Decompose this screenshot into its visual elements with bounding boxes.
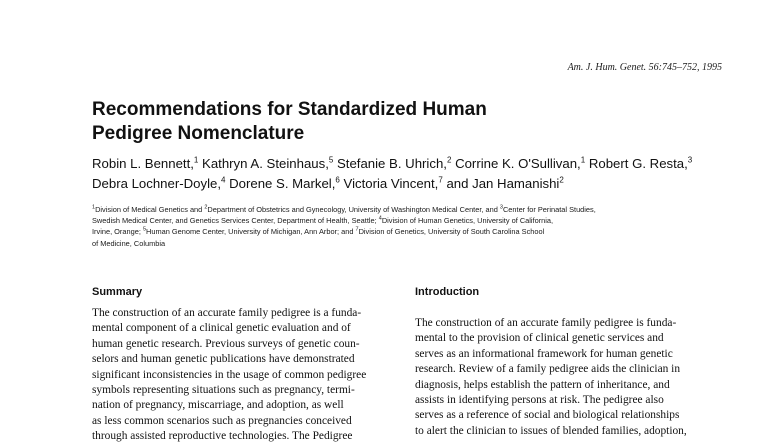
- title-line: Recommendations for Standardized Human: [92, 99, 487, 120]
- affiliation-text: Division of Genetics, University of South Carolina School: [358, 227, 545, 237]
- text-line: symbols representing situations such as pregnancy, termi-: [92, 384, 355, 397]
- title-line: Pedigree Nomenclature: [92, 123, 305, 144]
- affiliation-mark: 2: [204, 204, 208, 211]
- author-name: Robin L. Bennett,: [92, 156, 194, 171]
- affiliations: [92, 204, 732, 249]
- text-line: serves as an informational framework for human genetic: [415, 347, 673, 360]
- text-line: The construction of an accurate family pedigree is funda-: [415, 317, 677, 329]
- author-affiliation-mark: 6: [335, 175, 340, 185]
- text-line: to alert the clinician to issues of blended families, adoption,: [415, 424, 687, 437]
- text-line: through assisted reproductive technologies. The Pedigree: [92, 430, 353, 443]
- text-line: diagnosis, helps establish the pattern of inheritance, and: [415, 378, 670, 391]
- summary-text: [92, 306, 404, 445]
- affiliation-mark: 7: [355, 226, 359, 233]
- author-name: Victoria Vincent,: [339, 176, 439, 191]
- author-affiliation-mark: 7: [438, 175, 443, 185]
- introduction-text: [415, 316, 735, 439]
- author-line: [92, 154, 752, 174]
- affiliation-mark: 3: [499, 204, 503, 211]
- author-name: and Jan Hamanishi: [442, 176, 560, 191]
- author-affiliation-mark: 4: [221, 175, 226, 185]
- affiliation-text: Human Genome Center, University of Michigan, Ann Arbor; and: [146, 227, 356, 237]
- affiliation-line: [92, 204, 732, 215]
- affiliation-text: of Medicine, Columbia: [92, 238, 166, 248]
- author-name: Dorene S. Markel,: [225, 176, 336, 191]
- text-line: nation of pregnancy, miscarriage, and adoption, as well: [92, 399, 344, 412]
- author-affiliation-mark: 5: [328, 155, 334, 165]
- author-affiliation-mark: 2: [559, 175, 564, 185]
- author-list: [92, 154, 752, 194]
- text-line: mental component of a clinical genetic evaluation and of: [92, 322, 351, 335]
- affiliation-text: Center for Perinatal Studies,: [502, 205, 596, 214]
- affiliation-mark: 4: [378, 215, 382, 222]
- summary-heading: Summary: [92, 286, 143, 298]
- journal-citation: Am. J. Hum. Genet. 56:745–752, 1995: [567, 62, 722, 73]
- text-line: assists in identifying persons at risk. The pedigree also: [415, 394, 664, 407]
- affiliation-text: Division of Medical Genetics and: [95, 205, 205, 214]
- author-affiliation-mark: 1: [580, 155, 586, 165]
- author-name: Debra Lochner-Doyle,: [92, 176, 222, 191]
- affiliation-line: [92, 215, 732, 226]
- affiliation-text: Irvine, Orange;: [92, 227, 143, 237]
- author-affiliation-mark: 3: [687, 155, 693, 165]
- text-line: serves as a reference of social and biological relationships: [415, 409, 680, 422]
- affiliation-text: Division of Human Genetics, University of California,: [381, 216, 554, 226]
- author-name: Robert G. Resta,: [585, 156, 688, 171]
- text-line: selors and human genetic publications have demonstrated: [92, 353, 355, 366]
- text-line: as less common scenarios such as pregnancies conceived: [92, 414, 352, 427]
- affiliation-mark: 1: [92, 204, 96, 211]
- affiliation-line: [92, 238, 732, 249]
- text-line: The construction of an accurate family pedigree is a funda-: [92, 307, 362, 319]
- author-line: [92, 174, 752, 194]
- author-name: Corrine K. O'Sullivan,: [451, 156, 581, 171]
- author-name: Kathryn A. Steinhaus,: [198, 156, 329, 171]
- introduction-heading: Introduction: [415, 286, 480, 298]
- affiliation-text: Department of Obstetrics and Gynecology, University of Washington Medical Center, and: [207, 205, 500, 214]
- author-name: Stefanie B. Uhrich,: [333, 156, 447, 171]
- affiliation-text: Swedish Medical Center, and Genetics Services Center, Department of Health, Seattle;: [92, 216, 379, 226]
- affiliation-mark: 5: [142, 226, 146, 233]
- author-affiliation-mark: 2: [446, 155, 452, 165]
- affiliation-line: [92, 226, 732, 237]
- text-line: mental to the provision of clinical genetic services and: [415, 332, 664, 345]
- text-line: significant inconsistencies in the usage of common pedigree: [92, 368, 367, 381]
- text-line: human genetic research. Previous surveys of genetic coun-: [92, 337, 360, 350]
- article-title: [92, 98, 652, 146]
- author-affiliation-mark: 1: [193, 155, 199, 165]
- text-line: research. Review of a family pedigree aids the clinician in: [415, 363, 681, 376]
